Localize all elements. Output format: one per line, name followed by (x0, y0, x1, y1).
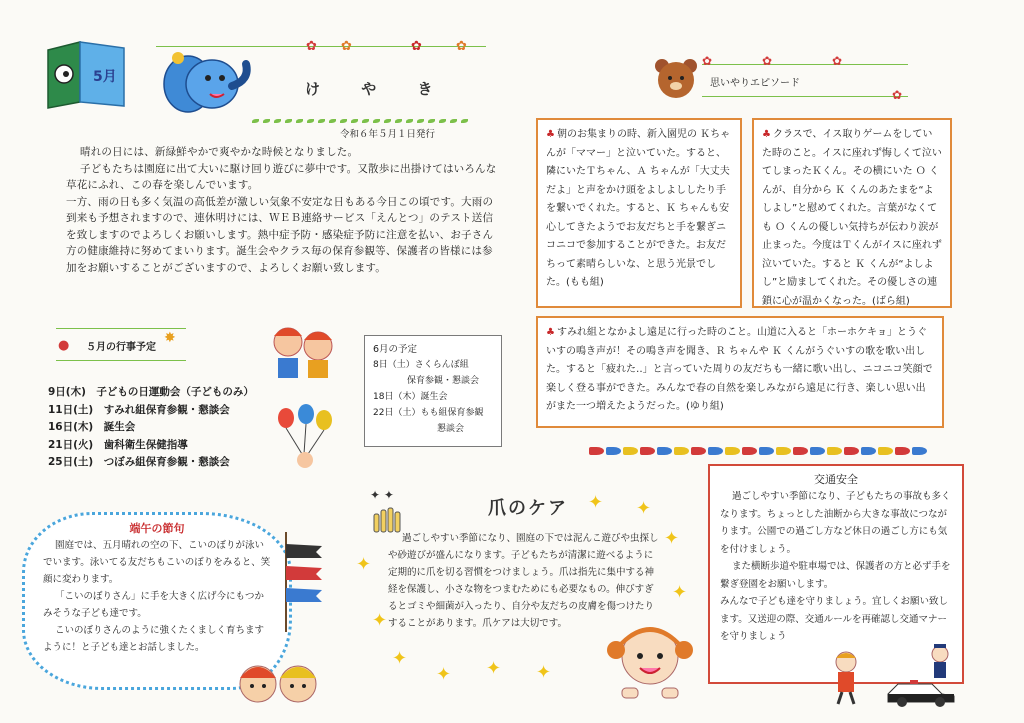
header-title-band (255, 70, 475, 104)
sparkle-icon: ✦ (356, 554, 372, 575)
flower-icon: ✿ (892, 88, 903, 102)
episode-right-box (752, 118, 952, 308)
cherry-icon: ♣ (546, 327, 555, 338)
traffic-paragraph: みんなで子ども達を守りましょう。宜しくお願い致します。又送迎の際、交通ルールを再確認し交通マナーを守りましょう (720, 596, 949, 642)
event-row: 16日(木) 誕生会 (48, 421, 136, 433)
page-title: け や き (305, 80, 451, 98)
intro-paragraph: 一方、雨の日も多く気温の高低差が激しい気象不安定な日もある今日この頃です。大雨の到来も予想されますので、連休明けには、ＷＥＢ連絡サービス「えんとつ」のテスト送信を致しますのでよろしくお願いします。熱中症予防・感染症予防に注意を払い、お子さん方の健康維持に努めてまいります。誕生会やクラス毎の保育参観等、保護者の皆様には参加をお願いすることがございますので、よろしくお願い致します。 (66, 195, 494, 274)
vine-decoration (56, 328, 186, 329)
police-car-illustration (884, 644, 966, 708)
flower-icon: ✿ (832, 54, 843, 68)
sparkle-icon: ✦ (536, 662, 552, 683)
intro-text (66, 144, 498, 276)
bee-icon: ✸ (164, 330, 176, 346)
may-events-title: ５月の行事予定 (86, 342, 156, 353)
june-schedule-box (364, 335, 502, 447)
intro-paragraph: 子どもたちは園庭に出て大いに駆け回り遊びに夢中です。又散歩に出掛けてはいろんな草花にふれ、この春を楽しんでいます。 (66, 162, 497, 191)
sparkle-icon: ✦ (436, 664, 452, 685)
kodomo-paragraph: 「こいのぼりさん」に手を大きく広げ今にもつかみそうな子ども達です。 (43, 591, 265, 619)
may-events-list (48, 384, 268, 472)
bear-icon (652, 56, 700, 102)
june-schedule-title: 6月の予定 (373, 344, 418, 355)
flower-icon: ✿ (762, 54, 773, 68)
children-illustration (266, 320, 346, 382)
vine-decoration (702, 64, 908, 65)
episode-bottom-text: ♣ すみれ組となかよし遠足に行った時のこと。山道に入ると「ホーホケキョ」とうぐいすの鳴き声が！その鳴き声を聞き、Ｒ ちゃんや Ｋ くんがうぐいすの歌を歌い出した。すると「疲れた‥」と言っていた周りの友だちも一緒に歌い出し、ニコニコ笑顔で楽しく登る事ができた。みんなで春の自然を楽しみながら遠足に行き、楽しい思い出がまた一つ増えたようだった。(ゆり組) (546, 327, 933, 412)
sparkle-icon: ✦ (372, 610, 388, 631)
episode-left-box (536, 118, 742, 308)
nail-care-heading-deco: ✦ ✦ (370, 488, 394, 502)
nail-care-text: 過ごしやすい季節になり、園庭の下では泥んこ遊びや虫探しや砂遊びが盛んになります。子どもたちが清潔に遊べるように定期的に爪を切る習慣をつけましょう。爪は指先に集中する神経を保護し、小さな物をつまむためにも必要なもの。伸びすぎるとゴミや細菌が入ったり、自分や友だちの皮膚を傷つけたりすることがあります。爪ケアは大切です。 (388, 533, 659, 629)
event-row: 25日(土) つぼみ組保育参観・懇談会 (48, 456, 230, 468)
sparkle-icon: ✦ (636, 498, 652, 519)
flower-icon: ✿ (702, 54, 713, 68)
vine-decoration (702, 96, 908, 97)
traffic-paragraph: また横断歩道や駐車場では、保護者の方と必ず手を繋ぎ登園をお願いします。 (720, 561, 951, 590)
elephant-mascot-icon (150, 50, 260, 118)
balloons-illustration (272, 404, 342, 476)
vine-decoration (56, 360, 186, 361)
kids-faces-illustration (236, 652, 320, 714)
header-flower-vine: ✿ ✿ ✿ ✿ (156, 46, 486, 57)
sparkle-icon: ✦ (486, 658, 502, 679)
month-label: 5月 (93, 69, 117, 85)
cherry-icon: ♣ (762, 129, 771, 140)
sparkle-icon: ✦ (588, 492, 604, 513)
header-leaf-vine (250, 108, 490, 118)
issue-date: 令和６年５月１日発行 (340, 129, 436, 140)
event-row: 11日(土) すみれ組保育参観・懇談会 (48, 403, 230, 416)
sparkle-icon: ✦ (664, 528, 680, 549)
episode-bottom-box (536, 316, 944, 428)
episodes-title-band (702, 54, 908, 102)
june-line: 懇談会 (437, 424, 465, 434)
june-line: 22日（土）もも組保育参観 (373, 408, 484, 418)
event-row: 21日(火) 歯科衛生保健指導 (48, 438, 188, 451)
intro-paragraph: 晴れの日には、新緑鮮やかで爽やかな時候となりました。 (80, 146, 359, 158)
june-line: 8日（土）さくらんぼ組 (373, 360, 469, 370)
episode-right-text: ♣ クラスで、イス取りゲームをしていた時のこと。イスに座れず悔しくて泣いてしまったＫくん。その横にいた Ｏ くんが、自分から Ｋ くんのあたまを“よしよし”と慰めてくれた。言葉がなくても Ｏ くんの優しい気持ちが伝わり涙が止まった。今度はＴくんがイスに座れず泣いていた。すると Ｋ くんが“よしよし”と励ましてくれた。その優しさの連鎖に心が温かくなった。(ばら組) (762, 129, 942, 307)
traffic-paragraph: 過ごしやすい季節になり、子どもたちの事故も多くなります。ちょっとした油断から大きな事故につながります。公園での過ごし方など休日の過ごし方にも気を付けましょう。 (720, 491, 951, 555)
kodomo-paragraph: こいのぼりさんのように強くたくましく育ちますように！と子ども達とお話しました。 (43, 625, 265, 653)
nail-care-title: 爪のケア (488, 498, 568, 519)
event-row: 9日(木) 子どもの日運動会（子どものみ） (48, 386, 254, 398)
june-line: 保育参観・懇談会 (407, 376, 480, 386)
june-line: 18日（木）誕生会 (373, 392, 448, 402)
sparkle-icon: ✦ (672, 582, 688, 603)
koinobori-illustration (280, 532, 326, 632)
walking-child-illustration (826, 650, 868, 706)
sparkle-icon: ✦ (392, 648, 408, 669)
ladybug-icon: ● (58, 338, 70, 353)
koinobori-garland (588, 440, 944, 454)
traffic-title: 交通安全 (814, 473, 858, 486)
kodomo-paragraph: 園庭では、五月晴れの空の下、こいのぼりが泳いでいます。泳いてる友だちもこいのぼりをみると、笑顔に変わります。 (43, 540, 271, 585)
episodes-title: 思いやりエピソード (710, 78, 800, 89)
girl-illustration (602, 612, 698, 702)
kodomo-title: 端午の節句 (129, 522, 185, 535)
cherry-icon: ♣ (546, 129, 555, 140)
episode-left-text: ♣ 朝のお集まりの時、新入園児の Ｋちゃんが「ママー」と泣いていた。すると、隣にいたＴちゃん、Ａ ちゃんが「大丈夫だよ」と声をかけ頭をよしよししたり手を繋いでくれた。すると、Ｋ ちゃんも安心してきたようでお友だちと手を繋ぎニコニコで参加することができた。お友だちって素晴らしいな、と思う光景でした。(もも組) (546, 129, 731, 288)
